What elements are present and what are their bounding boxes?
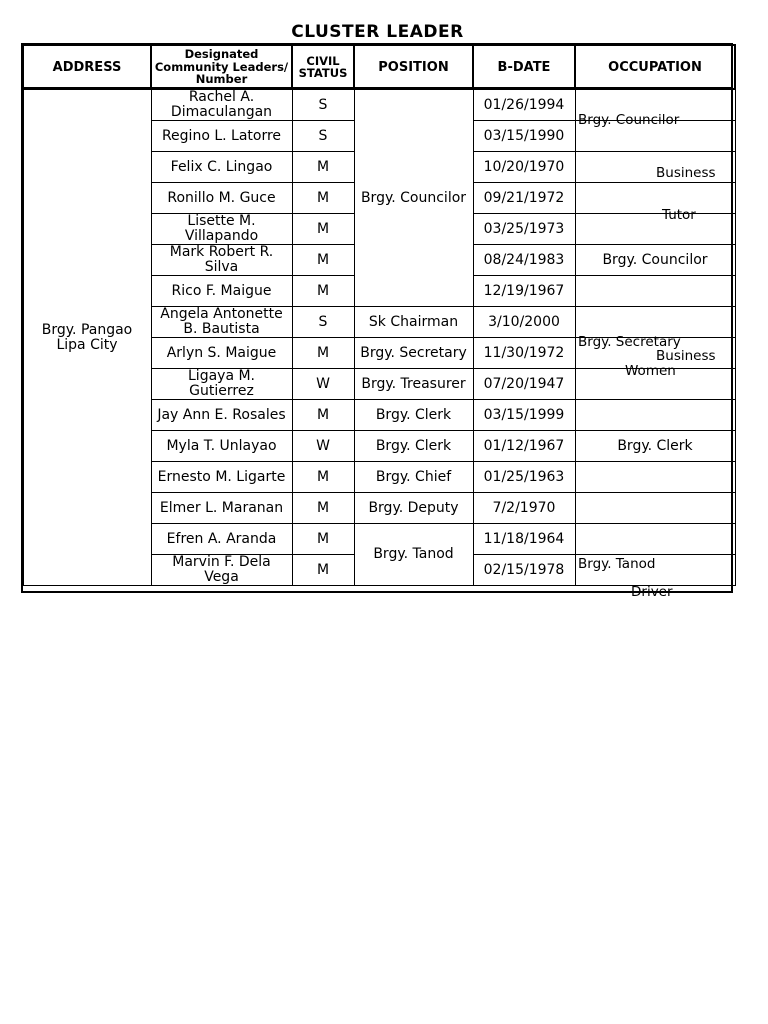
birth-date: 01/25/1963: [473, 462, 575, 493]
position-cell: Brgy. Treasurer: [354, 369, 473, 400]
col-header-occupation: OCCUPATION: [575, 45, 735, 89]
occupation-note-secretary: Brgy. Secretary: [578, 334, 681, 350]
occupation-cell: [575, 307, 735, 338]
position-cell: Brgy. Clerk: [354, 400, 473, 431]
civil-status: M: [292, 183, 354, 214]
leader-name: Rico F. Maigue: [151, 276, 292, 307]
birth-date: 12/19/1967: [473, 276, 575, 307]
occupation-cell: [575, 493, 735, 524]
civil-status: S: [292, 121, 354, 152]
occupation-note-tutor: Tutor: [662, 207, 696, 223]
position-cell: Brgy. Deputy: [354, 493, 473, 524]
birth-date: 01/26/1994: [473, 89, 575, 121]
leader-name: Lisette M. Villapando: [151, 214, 292, 245]
occupation-cell: [575, 462, 735, 493]
leader-name: Arlyn S. Maigue: [151, 338, 292, 369]
civil-status: M: [292, 524, 354, 555]
occupation-cell: Brgy. Councilor: [575, 245, 735, 276]
header-divider: [21, 87, 733, 89]
position-cell: Brgy. Chief: [354, 462, 473, 493]
occupation-note-councilor: Brgy. Councilor: [578, 112, 680, 128]
birth-date: 08/24/1983: [473, 245, 575, 276]
civil-status: M: [292, 462, 354, 493]
civil-status: M: [292, 245, 354, 276]
civil-status: M: [292, 214, 354, 245]
civil-status: S: [292, 307, 354, 338]
civil-status: S: [292, 89, 354, 121]
leader-name: Felix C. Lingao: [151, 152, 292, 183]
birth-date: 03/25/1973: [473, 214, 575, 245]
civil-status: M: [292, 400, 354, 431]
birth-date: 09/21/1972: [473, 183, 575, 214]
birth-date: 01/12/1967: [473, 431, 575, 462]
leader-name: Mark Robert R. Silva: [151, 245, 292, 276]
occupation-cell: [575, 183, 735, 214]
address-cell: Brgy. Pangao Lipa City: [23, 89, 151, 586]
position-cell: Brgy. Tanod: [354, 524, 473, 586]
leader-name: Regino L. Latorre: [151, 121, 292, 152]
civil-status: M: [292, 276, 354, 307]
civil-status: M: [292, 555, 354, 586]
occupation-cell: Brgy. Clerk: [575, 431, 735, 462]
position-cell: Brgy. Secretary: [354, 338, 473, 369]
leader-name: Elmer L. Maranan: [151, 493, 292, 524]
civil-status: M: [292, 493, 354, 524]
leader-name: Ronillo M. Guce: [151, 183, 292, 214]
leader-name: Rachel A. Dimaculangan: [151, 89, 292, 121]
birth-date: 10/20/1970: [473, 152, 575, 183]
position-cell: Sk Chairman: [354, 307, 473, 338]
col-header-bdate: B-DATE: [473, 45, 575, 89]
birth-date: 02/15/1978: [473, 555, 575, 586]
position-cell: Brgy. Clerk: [354, 431, 473, 462]
birth-date: 11/30/1972: [473, 338, 575, 369]
page-title: CLUSTER LEADER: [291, 22, 464, 42]
col-header-leaders: Designated Community Leaders/ Number: [151, 45, 292, 89]
leader-name: Marvin F. Dela Vega: [151, 555, 292, 586]
occupation-cell: [575, 524, 735, 555]
occupation-cell: [575, 214, 735, 245]
leader-name: Efren A. Aranda: [151, 524, 292, 555]
leader-name: Ernesto M. Ligarte: [151, 462, 292, 493]
civil-status: M: [292, 338, 354, 369]
occupation-note-tanod: Brgy. Tanod: [578, 556, 656, 572]
birth-date: 3/10/2000: [473, 307, 575, 338]
birth-date: 07/20/1947: [473, 369, 575, 400]
birth-date: 03/15/1999: [473, 400, 575, 431]
col-header-civil-status: CIVIL STATUS: [292, 45, 354, 89]
col-header-position: POSITION: [354, 45, 473, 89]
civil-status: W: [292, 431, 354, 462]
position-cell: Brgy. Councilor: [354, 89, 473, 307]
occupation-note-business-women: Business: [656, 348, 716, 364]
occupation-note-driver: Driver: [631, 584, 673, 600]
table-header-row: [23, 45, 735, 89]
civil-status: M: [292, 152, 354, 183]
birth-date: 11/18/1964: [473, 524, 575, 555]
civil-status: W: [292, 369, 354, 400]
occupation-note-women: Women: [625, 363, 676, 379]
occupation-cell: [575, 400, 735, 431]
birth-date: 03/15/1990: [473, 121, 575, 152]
occupation-cell: [575, 276, 735, 307]
leader-name: Angela Antonette B. Bautista: [151, 307, 292, 338]
leader-name: Jay Ann E. Rosales: [151, 400, 292, 431]
col-header-address: ADDRESS: [23, 45, 151, 89]
occupation-note-business: Business: [656, 165, 716, 181]
leader-name: Ligaya M. Gutierrez: [151, 369, 292, 400]
leader-name: Myla T. Unlayao: [151, 431, 292, 462]
birth-date: 7/2/1970: [473, 493, 575, 524]
